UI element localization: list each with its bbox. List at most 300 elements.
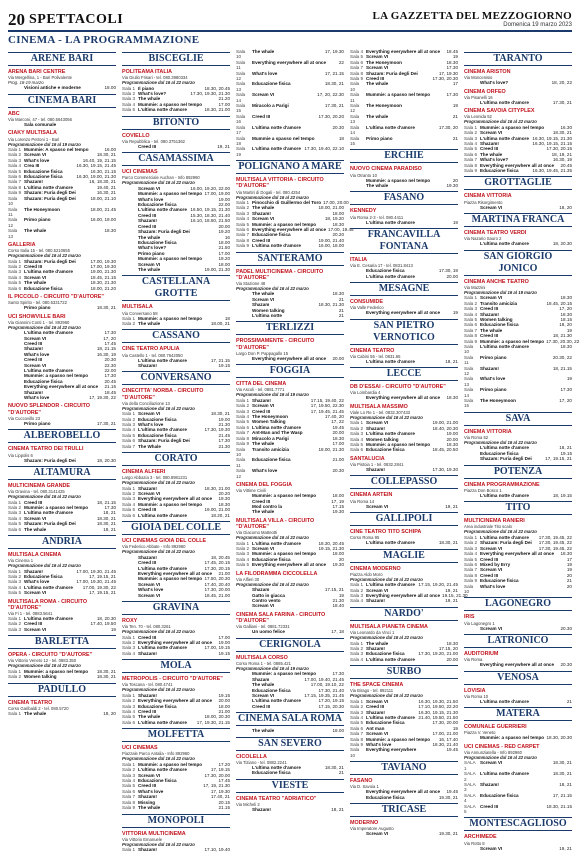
cinema-address: Via Roma 14 xyxy=(350,498,375,504)
film-title: Mummie: a spasso nel tempo xyxy=(138,761,203,767)
screen-label: Sala 7 xyxy=(236,232,250,238)
showtimes: 21.30 xyxy=(218,422,230,428)
showtimes: 18.30 xyxy=(446,442,458,448)
cinema-address: Piazzale Parco Antalia - Info 892960 xyxy=(122,751,190,757)
film-title: Everything everywhere all at once xyxy=(252,355,327,361)
film-title: Creed III xyxy=(252,703,271,709)
listing-column-4 xyxy=(350,49,468,839)
film-title: Shazam: Furia degli Dei xyxy=(366,70,418,76)
city-heading: GIOIA DEL COLLE xyxy=(122,521,230,535)
showtimes: 17.45 xyxy=(218,778,230,784)
showtimes: 18.20, 21 xyxy=(210,512,230,518)
city-heading: VIESTE xyxy=(236,779,344,793)
film-title: The whale xyxy=(24,710,47,716)
cinema-address: Via Ten. 70 - tel. 080.3261 xyxy=(122,624,171,630)
cinema-address: Via Roma 52 xyxy=(464,435,489,441)
film-title: The Honeymoon xyxy=(366,59,402,65)
film-title: Women Talking xyxy=(252,419,286,425)
screen-label: Sala 4 xyxy=(464,141,478,147)
showtimes: 17.30, 20.00 xyxy=(432,720,458,726)
film-title: Creed III xyxy=(252,498,271,504)
film-title: Women talking xyxy=(366,436,399,442)
screen-label xyxy=(236,728,250,733)
screen-label xyxy=(236,509,250,514)
cinema-name: MULTISALA CORSO xyxy=(236,654,288,661)
showtimes: 18, 19.20 xyxy=(324,216,344,222)
showtimes: 17.00, 19.30 xyxy=(90,263,116,269)
film-title: Miracolo a Parigi xyxy=(252,103,289,109)
film-title: What's love xyxy=(480,583,506,589)
screen-label: Sala 6 xyxy=(236,424,250,430)
screen-label xyxy=(350,831,364,836)
screen-label: Sala 4 xyxy=(350,598,364,604)
showtimes: 17.40, 20 xyxy=(324,414,344,420)
film-title: L'ultima notte d'amore xyxy=(366,124,415,130)
showtimes: 18.30, 21 xyxy=(96,668,116,674)
film-title: Mummie: a spasso nel tempo xyxy=(480,735,545,741)
film-title: Scream VI xyxy=(480,204,503,210)
film-title: Gatto in giacca xyxy=(252,592,285,598)
film-title: Shazam! xyxy=(24,179,43,185)
showtimes: 20.15 xyxy=(218,799,230,805)
showtime-row xyxy=(350,598,458,603)
film-title: Ant man xyxy=(366,725,385,731)
showtimes: 21.00 xyxy=(332,457,344,463)
film-title: Educazione fisica xyxy=(252,81,291,87)
film-title: Shazam! xyxy=(252,397,271,403)
showtimes: 19.00, 21.00 xyxy=(204,507,230,513)
screen-label xyxy=(122,363,136,368)
city-heading: ARENE BARI xyxy=(8,52,116,66)
film-title: The whale xyxy=(138,320,161,326)
screen-label: Sala 5 xyxy=(236,221,250,227)
screen-label: Sala 2 xyxy=(350,425,364,431)
showtimes: 18, 19.15 xyxy=(552,492,572,498)
showtimes: 17.30, 19.30, 21.30 xyxy=(190,91,230,97)
film-title: L'ultima notte d'amore xyxy=(480,534,529,540)
showtimes: 17, 18 xyxy=(331,629,344,635)
screen-label: Sala 4 xyxy=(350,714,364,720)
film-title: Creed III xyxy=(480,333,499,339)
screen-label: Sala 8 xyxy=(350,736,364,742)
film-title: L'ultima notte d'amore xyxy=(252,540,301,546)
film-title: Everything everywhere all at once xyxy=(24,384,99,390)
screen-label: Sala 2 xyxy=(8,674,22,680)
film-title: Scream VI xyxy=(252,403,275,409)
showtime-row xyxy=(122,805,230,810)
film-title: Creed III xyxy=(252,237,271,243)
showtimes: 18.30 xyxy=(332,291,344,297)
screen-label: Sala 5 xyxy=(122,714,136,720)
band-title: CINEMA - LA PROGRAMMAZIONE xyxy=(8,34,200,46)
showtimes: 19.30, 21 xyxy=(438,831,458,837)
showtimes: 18.45, 21.15 xyxy=(90,274,116,280)
film-title: Educazione fisica xyxy=(138,703,177,709)
showtimes: 17, 20 xyxy=(559,306,572,312)
screen-label: Sala 4 xyxy=(464,551,478,557)
cinema-address: Via della Conciliazione 13 xyxy=(122,400,170,406)
cinema-address: Piazza Don Bosco 1 xyxy=(464,487,502,493)
showtimes: 18, 21.15 xyxy=(552,365,572,371)
screen-label: Sala 7 xyxy=(350,731,364,737)
showtimes: 19, 21 xyxy=(217,143,230,149)
showtimes: 17.30, 20.30, 22 xyxy=(546,338,580,344)
showtimes: 18, 21 xyxy=(559,445,572,451)
screen-label: Sala 9 xyxy=(8,190,22,196)
cinema-name: SANTALUCIA xyxy=(350,455,385,462)
showtimes: 18.00 xyxy=(104,85,116,91)
screen-label: Sala 2 xyxy=(8,263,22,269)
showtimes: 17.00, 20.00 xyxy=(323,199,349,205)
showtime-row xyxy=(350,831,458,836)
showtimes: 20 xyxy=(338,556,344,562)
cinema-name: CINEMA TEATRO "ADRIATICO" xyxy=(236,795,317,802)
programme-dates: Programmazione dal 16 al 22 marzo xyxy=(122,80,195,86)
film-title: Primo piano xyxy=(24,305,51,311)
showtime-row xyxy=(236,243,344,248)
screen-label: Sala 1 xyxy=(8,258,22,264)
screen-label: Sala 4 xyxy=(236,216,250,222)
programme-dates: Programmazione dal 16 al 22 marzo xyxy=(122,180,195,186)
film-title: Scream VI xyxy=(24,590,47,596)
screen-label: Sala 2 xyxy=(464,300,478,306)
showtimes: 18, 21 xyxy=(103,526,116,532)
showtime-row xyxy=(8,217,116,228)
showtimes: 19, 21 xyxy=(559,845,572,851)
screen-label: Sala 3 xyxy=(122,645,136,651)
cinema-name: MULTISALA VILLA - CIRCUITO "D'AUTORE" xyxy=(236,517,315,530)
showtimes: 17.30 xyxy=(104,373,116,379)
showtime-row xyxy=(8,674,116,679)
showtimes: 17.30, 19.30 xyxy=(204,427,230,433)
showtimes: 17.30, 19.45, 22 xyxy=(538,540,572,546)
film-title: Scream VI xyxy=(480,760,503,766)
showtime-row xyxy=(464,398,572,409)
showtimes: 18.30 xyxy=(104,228,116,234)
screen-label: Sala 4 xyxy=(122,778,136,784)
screen-label xyxy=(122,593,136,598)
screen-label: Sala 1 xyxy=(236,199,250,205)
showtime-row xyxy=(236,603,344,608)
showtimes: 18.30, 21 xyxy=(96,674,116,680)
screen-label: Sala 12 xyxy=(350,103,360,114)
showtimes: 19.00, 21.00 xyxy=(432,420,458,426)
screen-label: Sala 4 xyxy=(122,427,136,433)
cinema-name: CINEMA ARTEIN xyxy=(350,492,393,499)
screen-label: Sala 1 xyxy=(350,420,364,426)
showtimes: 19.30 xyxy=(218,496,230,502)
showtimes: 20.00 xyxy=(218,223,230,229)
showtimes: 18, 20 xyxy=(559,322,572,328)
film-title: The whale xyxy=(138,714,161,720)
showtimes: 16.00 xyxy=(104,147,116,153)
showtimes: 17.30 xyxy=(218,438,230,444)
showtimes: 17.30 xyxy=(446,65,458,71)
showtime-row xyxy=(8,395,116,400)
screen-label: Sala 14 xyxy=(464,387,474,398)
showtime-row xyxy=(464,782,572,793)
screen-label xyxy=(236,629,250,634)
programme-dates: Programmazione dal 16 al 22 marzo xyxy=(122,629,195,635)
film-title: Creed III xyxy=(138,560,157,566)
cinema-address: Via Roma 2-3 - tel. 080.4411 xyxy=(350,214,404,220)
screen-label xyxy=(236,603,250,608)
screen-label: Sala 9 xyxy=(464,168,478,174)
screen-label: Sala 4 xyxy=(350,49,364,54)
film-title: What's love? xyxy=(138,245,167,251)
showtimes: 16.40, 19, 21.15 xyxy=(82,157,116,163)
showtime-row xyxy=(236,728,344,733)
film-title: Scream VI xyxy=(252,92,275,98)
screen-label: Sala 11 xyxy=(8,206,18,217)
film-title: Primo piano xyxy=(138,250,165,256)
screen-label: Sala 2 xyxy=(122,767,136,773)
film-title: The whale xyxy=(252,291,275,297)
city-heading: LECCE xyxy=(350,367,458,381)
screen-label: Sala 2 xyxy=(8,621,22,627)
film-title: Mummie: a spasso nel tempo xyxy=(252,493,317,499)
showtime-row xyxy=(236,704,344,709)
screen-label: Sala 4 xyxy=(350,436,364,442)
film-title: Creed III xyxy=(480,146,499,152)
showtimes: 19.15 xyxy=(218,650,230,656)
showtimes: 16.30 xyxy=(560,124,572,130)
showtime-row xyxy=(122,321,230,326)
screen-label: Sala 9 xyxy=(236,243,250,249)
cinema-name: COMUNALE GUERRIERI xyxy=(464,724,527,731)
film-title: Everything everywhere all at once xyxy=(366,49,441,54)
showtimes: 18.30 xyxy=(446,640,458,646)
screen-label: Sala 6 xyxy=(350,59,364,65)
film-title: Women talking xyxy=(252,307,285,313)
film-title: What's love xyxy=(252,468,278,474)
film-title: L'ultima notte d'amore xyxy=(366,431,415,437)
film-title: Shazam xyxy=(252,676,270,682)
showtimes: 17.10, 19.40 xyxy=(204,847,230,853)
screen-label xyxy=(236,313,250,318)
showtimes: 17.30, 20.00 xyxy=(204,587,230,593)
film-title: Scream VI xyxy=(24,152,47,158)
film-title: Everything everywhere xyxy=(366,747,417,753)
showtime-row xyxy=(350,657,458,662)
screen-label: Sala 9 xyxy=(350,741,364,747)
screen-label xyxy=(464,846,478,851)
cinema-name: CITTA DEL CINEMA xyxy=(236,381,287,388)
showtimes: 17.45, 20.15 xyxy=(204,560,230,566)
city-heading: FASANO xyxy=(350,191,458,205)
film-title: Everything everywhere all at once xyxy=(138,639,213,645)
screen-label: Sala 10 xyxy=(350,81,360,92)
film-title: Visioni antiche e moderne xyxy=(24,85,81,91)
showtime-row xyxy=(350,103,458,114)
film-title: What's love? xyxy=(138,91,167,97)
film-title: The Honeymoon xyxy=(480,398,516,404)
showtimes: 18, 21 xyxy=(331,806,344,812)
film-title: Scream VI xyxy=(252,692,275,698)
film-title: Educazione fisica xyxy=(480,792,519,798)
showtimes: 20.20 xyxy=(332,232,344,238)
cinema-address: Via Castello 1 - tel. 080.7642050 xyxy=(122,352,183,358)
showtime-row xyxy=(236,447,344,458)
showtime-row xyxy=(122,720,230,725)
programme-dates: Programmazione dal 16 al 22 marzo xyxy=(122,405,195,411)
film-title: Shazam: Furia degli Dei xyxy=(24,258,76,264)
film-title: Shazam! xyxy=(24,346,43,352)
cinema-address: Via Valle Federico xyxy=(350,305,384,311)
cinema-address: Via Gravina - tel. 080.3141425 xyxy=(8,489,65,495)
cinema-address: Via Roma xyxy=(464,657,483,663)
film-title: Mummie: a spasso nel tempo xyxy=(252,551,317,557)
screen-label: Sala 1 xyxy=(122,634,136,640)
film-title: Creed III xyxy=(138,783,157,789)
screen-label: Sala 7 xyxy=(122,794,136,800)
screen-label: Sala 17 xyxy=(236,124,246,136)
screen-label: Sala 3 xyxy=(122,422,136,428)
film-title: Shazam! xyxy=(480,365,499,371)
showtime-row xyxy=(350,125,458,136)
screen-label: SALA 5 xyxy=(464,803,476,815)
showtimes: 16.30, 19 xyxy=(96,351,116,357)
programme-dates: Programmazione dal 16 al 19 marzo xyxy=(464,289,537,295)
showtimes: 21.15 xyxy=(218,805,230,811)
showtimes: 18.30, 21.40 xyxy=(432,741,458,747)
showtimes: 18.00, 21.10 xyxy=(90,195,116,201)
programme-dates: Programmazione dal 16 al 22 marzo xyxy=(464,119,537,125)
screen-label: Sala 4 xyxy=(236,414,250,420)
film-title: L'ultima notte d'amore xyxy=(480,492,529,498)
film-title: Mummie: a spasso nel tempo xyxy=(138,256,203,262)
showtimes: 16, 18.30, 21 xyxy=(89,179,116,185)
cinema-address: Via Leonida 52 xyxy=(464,114,492,120)
showtimes: 17, 19.15, 21 xyxy=(89,573,116,579)
screen-label xyxy=(350,467,364,472)
programme-dates: Programmazione dal 16 al 22 marzo xyxy=(8,253,81,259)
screen-label: Sala 3 xyxy=(350,709,364,715)
film-title: Shazam: Furia degli Dei xyxy=(480,456,532,462)
screen-label: Sala 1 xyxy=(122,85,136,91)
film-title: L'ultima notte d'amore xyxy=(366,358,415,364)
screen-label xyxy=(8,458,22,463)
showtimes: 18, 21 xyxy=(103,510,116,516)
showtime-row xyxy=(350,81,458,92)
screen-label: Sala 1 xyxy=(8,568,22,574)
cinema-address: Parco Commerciale Auchan - Info 892960 xyxy=(122,175,200,181)
film-title: L'ultima notte d'amore xyxy=(366,273,415,279)
showtimes: 19.00, 21.30 xyxy=(90,269,116,275)
city-heading: ANDRIA xyxy=(8,535,116,549)
film-title: Everything everywhere all at once xyxy=(252,59,327,65)
cinema-name: IRIS xyxy=(464,614,475,621)
showtimes: 18.45 xyxy=(446,49,458,54)
city-heading: POLIGNANO A MARE xyxy=(236,160,344,174)
film-title: The whale xyxy=(480,327,503,333)
film-title: The Honeymoon xyxy=(366,103,402,109)
film-title: Everything everywhere all at once xyxy=(480,662,555,668)
showtimes: 17, 19.15, 21 xyxy=(89,590,116,596)
screen-label: Sala 6 xyxy=(8,174,22,180)
programme-dates: Programmazione dal 16 al 22 marzo xyxy=(8,324,81,330)
film-title: Educazione fisica xyxy=(366,268,405,274)
showtime-row xyxy=(122,444,230,449)
showtimes: 18, 20 xyxy=(559,204,572,210)
showtime-row xyxy=(350,359,458,364)
showtimes: 18.30, 21 xyxy=(324,81,344,87)
film-title: L'ultima notte d'amore xyxy=(24,368,73,374)
showtime-row xyxy=(8,627,116,632)
showtimes: 16.30, 21 xyxy=(96,190,116,196)
cinema-name: CINEMA TEATRO xyxy=(350,347,395,354)
film-title: Creed III xyxy=(252,408,271,414)
showtime-row xyxy=(8,711,116,716)
city-heading: SAN GIORGIO JONICO xyxy=(464,250,572,276)
cinema-address: Corso Garibaldi 2 - tel. 080.5720 xyxy=(8,705,69,711)
cinema-name: VITTORIA MULTICINEMA xyxy=(122,830,186,837)
showtimes: 18.00, 20.30 xyxy=(204,714,230,720)
showtimes: 18.00 xyxy=(332,728,344,734)
showtimes: 20.45 xyxy=(560,162,572,168)
cinema-address: Via Toscana - tel. 080.4741 xyxy=(122,682,173,688)
cinema-address: Via Micheli 2 xyxy=(236,801,260,807)
showtimes: 17.15 xyxy=(332,503,344,509)
film-title: Everything everywhere all at once xyxy=(138,496,213,502)
film-title: Scream VI xyxy=(480,567,503,573)
film-title: Creed III xyxy=(138,143,157,149)
screen-label: Sala 9 xyxy=(122,805,136,811)
cinema-address: Via Federico Abbate - Info 892960 xyxy=(122,544,186,550)
showtimes: 16.30, 19.00, 21.30 xyxy=(76,174,116,180)
showtime-row xyxy=(350,220,458,225)
screen-label: Sala 5 xyxy=(122,783,136,789)
screen-label: Sala 1 xyxy=(464,124,478,130)
showtimes: 18.30 xyxy=(560,343,572,349)
screen-label xyxy=(350,540,364,545)
showtimes: 18.00, 21.45 xyxy=(90,206,116,212)
film-title: Scream VI xyxy=(480,845,503,851)
showtimes: 20.30 xyxy=(332,468,344,474)
film-title: Primo piano xyxy=(480,354,507,360)
film-title: Educazione fisica xyxy=(138,432,177,438)
city-heading: TAVIANO xyxy=(350,761,458,775)
screen-label xyxy=(464,626,478,631)
showtimes: 18.30 xyxy=(218,501,230,507)
film-title: Everything everywhere all at once xyxy=(480,551,555,557)
showtime-row xyxy=(122,651,230,656)
showtimes: 18.30, 21 xyxy=(552,760,572,766)
screen-label: Sala 3 xyxy=(8,157,22,163)
film-title: Shazam! xyxy=(366,709,385,715)
cinema-name: CINEMA MODERNO xyxy=(350,565,401,572)
film-title: Scream VI xyxy=(138,581,161,587)
programme-dates: Programmazione dal 16 al 22 marzo xyxy=(350,576,423,582)
screen-label: Sala 1 xyxy=(122,485,136,491)
programme-dates: Programmazione dal 16 al 22 marzo xyxy=(236,535,309,541)
screen-label: Sala 2 xyxy=(122,320,136,326)
showtimes: 18, 20 xyxy=(103,710,116,716)
showtimes: 17.30 xyxy=(560,387,572,393)
film-title: Mummie: a spasso nel tempo xyxy=(252,671,317,677)
film-title: L'ultima notte d'amore xyxy=(138,107,187,113)
screen-label xyxy=(464,699,478,704)
cinema-name: CINEMA ALFIERI xyxy=(122,469,166,476)
showtimes: 19.00, 21.40 xyxy=(318,237,344,243)
film-title: Educazione fisica xyxy=(138,239,177,245)
city-heading: MATERA xyxy=(464,707,572,721)
film-title: Scream VI xyxy=(366,420,389,426)
cinema-name: THE SPACE CINEMA xyxy=(350,682,404,689)
showtimes: 17, 19.30, 21.15 xyxy=(196,719,230,725)
film-title: L'ultima notte d'amore xyxy=(366,540,415,546)
showtime-row xyxy=(236,114,344,125)
